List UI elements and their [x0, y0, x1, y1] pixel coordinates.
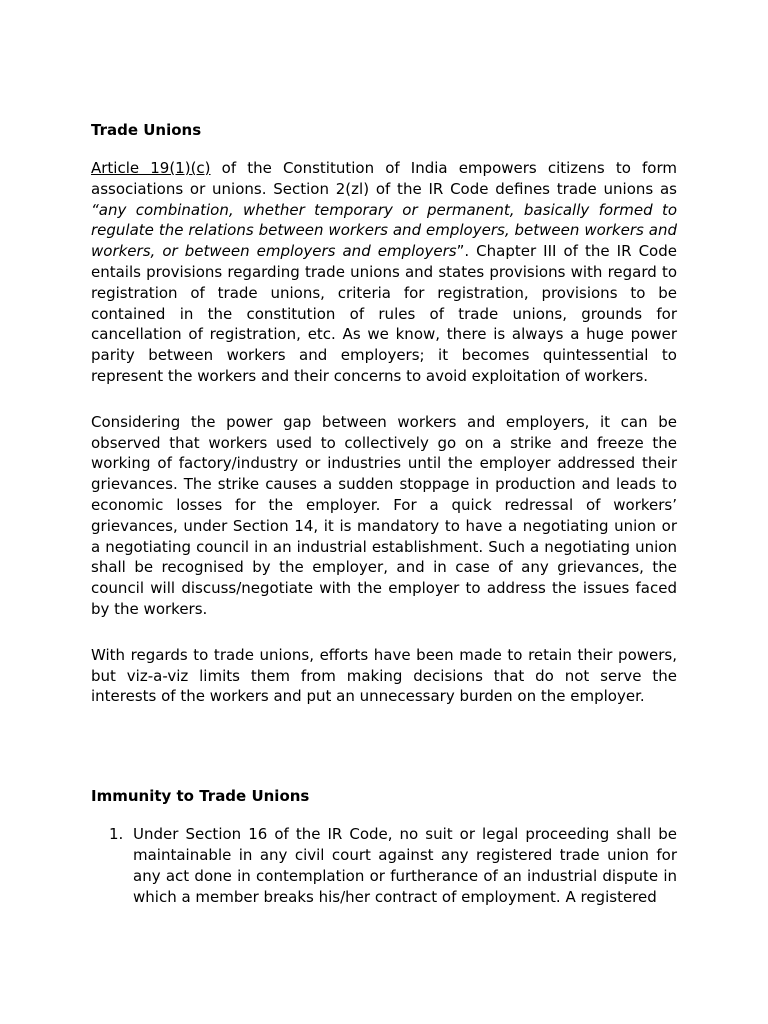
list-item: [91, 824, 677, 907]
document-page: [91, 120, 677, 907]
section-heading-trade-unions: Trade Unions: [91, 121, 202, 139]
paragraph-text: ”. Chapter III of the IR Code entails provisions regarding trade unions and states provisions with regard to registration of trade unions, criteria for registration, provisions to be contained in the constitution of rules of trade unions, grounds for cancellation of registration, etc. As we know, there is always a huge power parity between workers and employers; it becomes quintessential to represent the workers and their concerns to avoid exploitation of workers.: [91, 242, 677, 385]
paragraph-retain-powers: With regards to trade unions, efforts have been made to retain their powers, but viz-a-viz limits them from making decisions that do not serve the interests of the workers and put an unnecessary burden on the employer.: [91, 645, 677, 706]
paragraph-power-gap: Considering the power gap between workers and employers, it can be observed that workers used to collectively go on a strike and freeze the working of factory/industry or industries until the employer addressed their grievances. The strike causes a sudden stoppage in production and leads to economic losses for the employer. For a quick redressal of workers’ grievances, under Section 14, it is mandatory to have a negotiating union or a negotiating council in an industrial establishment. Such a negotiating union shall be recognised by the employer, and in case of any grievances, the council will discuss/negotiate with the employer to address the issues faced by the workers.: [91, 412, 677, 618]
definition-quote: “any combination, whether temporary or permanent, basically formed to regulate the relations between workers and employers, between workers and workers, or between employers and employers: [91, 200, 677, 261]
section-heading-immunity: Immunity to Trade Unions: [91, 787, 310, 806]
list-item-number: 1.: [109, 825, 124, 844]
paragraph-article-19: [91, 158, 677, 387]
immunity-list: [91, 824, 677, 907]
article-link[interactable]: Article 19(1)(c): [91, 159, 211, 177]
list-item-text: Under Section 16 of the IR Code, no suit or legal proceeding shall be maintainable in any civil court against any registered trade union for any act done in contemplation or furtherance of an industrial dispute in which a member breaks his/her contract of employment. A registered: [133, 825, 677, 906]
paragraph-text: of the Constitution of India empowers citizens to form associations or unions. Section 2(zl) of the IR Code defines trade unions as: [91, 159, 677, 198]
